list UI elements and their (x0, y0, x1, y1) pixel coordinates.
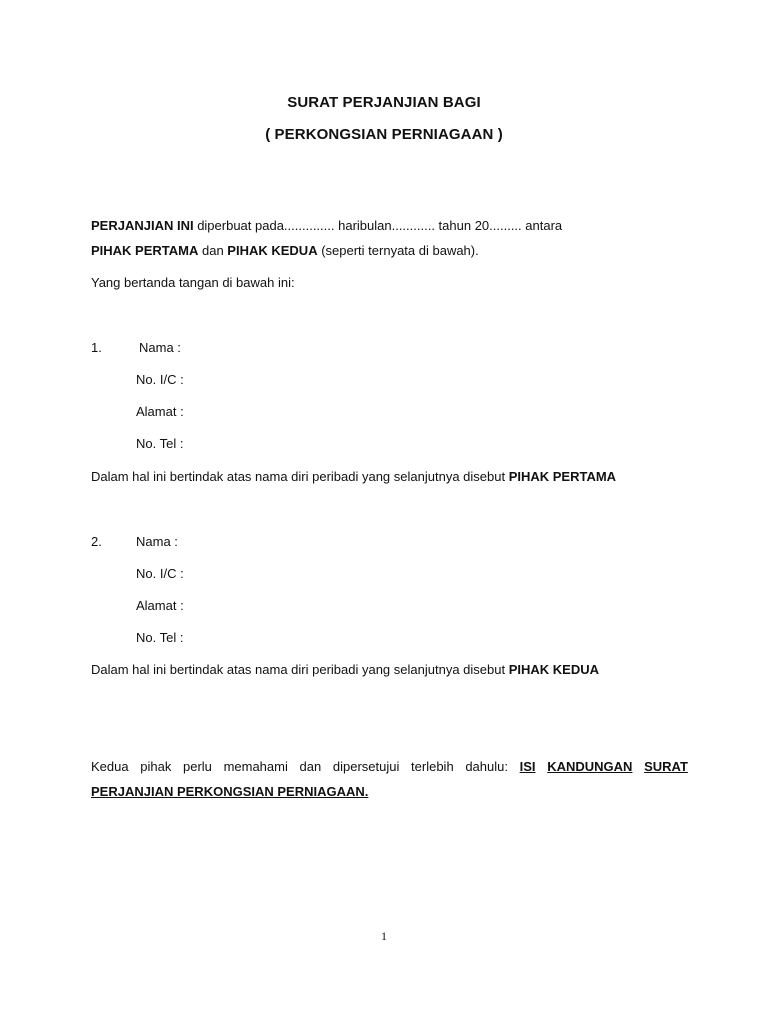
party1-statement-bold: PIHAK PERTAMA (508, 469, 617, 484)
closing-word: memahami (223, 759, 288, 774)
closing-line-2: PERJANJIAN PERKONGSIAN PERNIAGAAN. (91, 784, 369, 799)
party1-statement-text: Dalam hal ini bertindak atas nama diri peribadi yang selanjutnya disebut (91, 469, 509, 484)
party2-address-label: Alamat : (136, 598, 184, 613)
closing-word: dan (299, 759, 322, 774)
closing-underlined-word: SURAT (644, 759, 688, 774)
intro-bold-agreement: PERJANJIAN INI (91, 218, 194, 233)
intro-bold-first-party: PIHAK PERTAMA (91, 243, 199, 258)
party2-statement-text: Dalam hal ini bertindak atas nama diri peribadi yang selanjutnya disebut (91, 662, 509, 677)
party1-name-label: Nama : (139, 340, 181, 355)
party2-name-label: Nama : (136, 534, 178, 549)
party1-ic-label: No. I/C : (136, 372, 184, 387)
party1-address-label: Alamat : (136, 404, 184, 419)
party1-statement (91, 469, 616, 484)
intro-line-2 (91, 243, 479, 258)
document-title: SURAT PERJANJIAN BAGI (287, 94, 481, 111)
intro-text-note: (seperti ternyata di bawah). (317, 243, 479, 258)
intro-bold-second-party: PIHAK KEDUA (227, 243, 318, 258)
closing-word: perlu (182, 759, 212, 774)
intro-line-1 (91, 218, 562, 233)
closing-underlined-word: ISI (519, 759, 536, 774)
closing-line-1 (91, 759, 688, 774)
party2-statement (91, 662, 599, 677)
closing-word: terlebih (411, 759, 454, 774)
party2-ic-label: No. I/C : (136, 566, 184, 581)
party2-statement-bold: PIHAK KEDUA (508, 662, 599, 677)
signatories-intro: Yang bertanda tangan di bawah ini: (91, 275, 295, 290)
party1-number: 1. (91, 340, 102, 355)
page-number: 1 (381, 929, 387, 943)
closing-word: pihak (140, 759, 172, 774)
intro-text-and: dan (198, 243, 228, 258)
party2-tel-label: No. Tel : (136, 630, 184, 645)
closing-word: Kedua (91, 759, 129, 774)
party1-tel-label: No. Tel : (136, 436, 184, 451)
closing-word: dipersetujui (332, 759, 400, 774)
intro-text-date: diperbuat pada.............. haribulan............ tahun 20......... antara (193, 218, 563, 233)
closing-underlined-word: KANDUNGAN (547, 759, 633, 774)
closing-word: dahulu: (465, 759, 508, 774)
document-subtitle: ( PERKONGSIAN PERNIAGAAN ) (265, 126, 503, 143)
party2-number: 2. (91, 534, 102, 549)
